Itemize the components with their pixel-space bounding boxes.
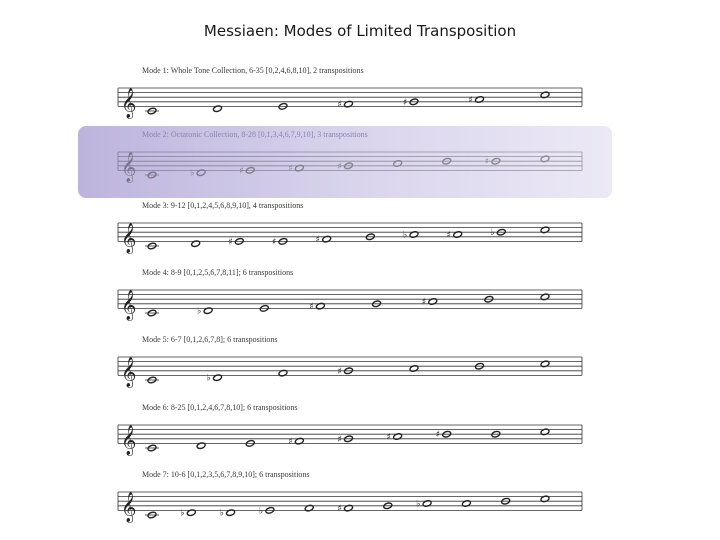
sharp-icon: ♯ — [309, 302, 314, 313]
sharp-icon: ♯ — [446, 230, 452, 241]
sharp-icon: ♯ — [484, 157, 490, 168]
sharp-icon: ♯ — [337, 434, 342, 445]
sharp-icon: ♯ — [315, 235, 321, 246]
sharp-icon: ♯ — [403, 97, 408, 108]
sharp-icon: ♯ — [337, 504, 342, 515]
flat-icon: ♭ — [416, 499, 421, 510]
sharp-icon: ♯ — [337, 100, 342, 111]
flat-icon: ♭ — [258, 506, 264, 517]
mode-6 — [0, 403, 720, 463]
flat-icon: ♭ — [490, 228, 495, 239]
sharp-icon: ♯ — [228, 237, 233, 248]
staff — [0, 335, 720, 395]
sharp-icon: ♯ — [468, 95, 473, 106]
mode-1 — [0, 66, 720, 126]
staff — [0, 268, 720, 328]
mode-4 — [0, 268, 720, 328]
slide-title: Messiaen: Modes of Limited Transposition — [203, 22, 517, 40]
treble-clef-icon: 𝄞 — [121, 152, 137, 183]
sharp-icon: ♯ — [435, 430, 441, 441]
mode-2 — [0, 130, 720, 190]
treble-clef-icon: 𝄞 — [121, 88, 137, 119]
treble-clef-icon: 𝄞 — [121, 223, 137, 254]
sharp-icon: ♯ — [288, 164, 293, 175]
staff — [0, 130, 720, 190]
mode-label: Mode 1: Whole Tone Collection, 6-35 [0,2,4,6,8,10], 2 transpositions — [142, 66, 364, 75]
flat-icon: ♭ — [206, 373, 211, 384]
sharp-icon: ♯ — [337, 161, 342, 172]
mode-label: Mode 3: 9-12 [0,1,2,4,5,6,8,9,10], 4 transpositions — [142, 201, 304, 210]
mode-7 — [0, 470, 720, 530]
sharp-icon: ♯ — [239, 166, 244, 177]
staff — [0, 66, 720, 126]
flat-icon: ♭ — [197, 306, 202, 317]
mode-label: Mode 2: Octatonic Collection, 8-28 [0,1,3,4,6,7,9,10], 3 transpositions — [142, 130, 368, 139]
treble-clef-icon: 𝄞 — [121, 357, 137, 388]
flat-icon: ♭ — [219, 508, 224, 519]
mode-5 — [0, 335, 720, 395]
flat-icon: ♭ — [180, 508, 185, 519]
mode-label: Mode 5: 6-7 [0,1,2,6,7,8]; 6 transpositions — [142, 335, 278, 344]
flat-icon: ♭ — [190, 168, 195, 179]
mode-label: Mode 6: 8-25 [0,1,2,4,6,7,8,10]; 6 transpositions — [142, 403, 298, 412]
treble-clef-icon: 𝄞 — [121, 290, 137, 321]
mode-label: Mode 4: 8-9 [0,1,2,5,6,7,8,11]; 6 transpositions — [142, 268, 294, 277]
staff — [0, 403, 720, 463]
staff — [0, 201, 720, 261]
sharp-icon: ♯ — [386, 432, 391, 443]
sharp-icon: ♯ — [272, 237, 277, 248]
sharp-icon: ♯ — [337, 366, 342, 377]
staff — [0, 470, 720, 530]
mode-label: Mode 7: 10-6 [0,1,2,3,5,6,7,8,9,10]; 6 transpositions — [142, 470, 310, 479]
treble-clef-icon: 𝄞 — [121, 425, 137, 456]
treble-clef-icon: 𝄞 — [121, 492, 137, 523]
sharp-icon: ♯ — [421, 297, 427, 308]
sharp-icon: ♯ — [288, 437, 293, 448]
mode-3 — [0, 201, 720, 261]
flat-icon: ♭ — [403, 230, 408, 241]
